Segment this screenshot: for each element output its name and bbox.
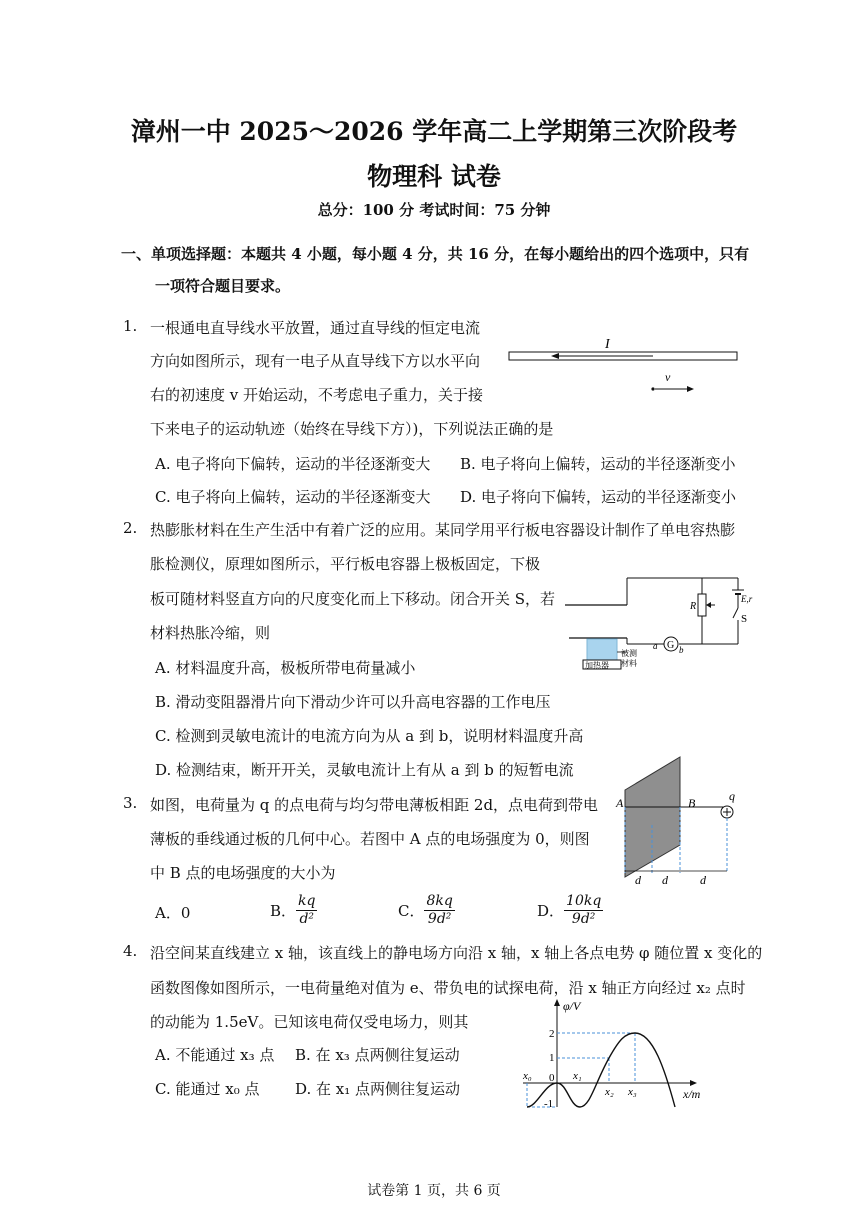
page-footer: 试卷第 1 页，共 6 页 bbox=[367, 1183, 501, 1199]
material-label-1: 被测 bbox=[621, 649, 637, 658]
point-a-label: A bbox=[616, 796, 624, 810]
fraction-denominator: 9d² bbox=[427, 911, 452, 927]
fraction-numerator: 8kq bbox=[426, 893, 453, 909]
potential-curve bbox=[527, 1033, 675, 1107]
option-d-label: D． bbox=[537, 902, 565, 920]
fraction-numerator: kq bbox=[298, 893, 316, 909]
q3-option-d[interactable] bbox=[537, 893, 603, 928]
exam-subject: 物理科 试卷 bbox=[367, 162, 501, 191]
q2-option-a[interactable]: A. 材料温度升高，极板所带电荷量减小 bbox=[155, 659, 416, 677]
tick-label: 2 bbox=[549, 1028, 555, 1040]
switch[interactable] bbox=[733, 608, 738, 618]
q1-number: 1. bbox=[123, 317, 138, 335]
exam-title: 漳州一中 2025～2026 学年高二上学期第三次阶段考 bbox=[130, 117, 738, 146]
q3-line: 中 B 点的电场强度的大小为 bbox=[150, 864, 336, 882]
q3-option-b[interactable] bbox=[270, 893, 317, 928]
q2-line: 材料热胀冷缩，则 bbox=[150, 624, 271, 642]
terminal-b: b bbox=[679, 645, 684, 655]
q2-option-b[interactable]: B. 滑动变阻器滑片向下滑动少许可以升高电容器的工作电压 bbox=[155, 693, 551, 711]
q2-line: 板可随材料竖直方向的尺度变化而上下移动。闭合开关 S，若 bbox=[150, 590, 556, 608]
switch-label: S bbox=[741, 613, 748, 625]
q4-option-c[interactable]: C. 能通过 x₀ 点 bbox=[155, 1080, 260, 1098]
x-point-label: x₀ bbox=[523, 1070, 532, 1082]
galvanometer-label: G bbox=[667, 640, 675, 651]
q4-number: 4. bbox=[123, 942, 138, 960]
q2-option-d[interactable]: D. 检测结束，断开开关，灵敏电流计上有从 a 到 b 的短暂电流 bbox=[155, 761, 574, 779]
q4-line: 沿空间某直线建立 x 轴，该直线上的静电场方向沿 x 轴，x 轴上各点电势 φ 随位置 x 变化的 bbox=[150, 944, 763, 962]
option-b-label: B． bbox=[270, 902, 297, 920]
electron-dot bbox=[651, 387, 654, 390]
q1-line: 一根通电直导线水平放置，通过直导线的恒定电流 bbox=[150, 319, 481, 337]
velocity-arrowhead bbox=[687, 386, 694, 392]
x-point-label: x₂ bbox=[605, 1086, 614, 1098]
velocity-label: v bbox=[665, 370, 671, 384]
q4-option-d[interactable]: D. 在 x₁ 点两侧往复运动 bbox=[295, 1080, 461, 1098]
q3-plate-figure bbox=[610, 755, 750, 890]
q2-number: 2. bbox=[123, 519, 138, 537]
q4-potential-graph bbox=[515, 995, 715, 1115]
point-b-label: B bbox=[688, 796, 696, 810]
q2-line: 热膨胀材料在生产生活中有着广泛的应用。某同学用平行板电容器设计制作了单电容热膨 bbox=[150, 521, 736, 539]
charge-label: q bbox=[729, 789, 735, 803]
q1-line: 方向如图所示，现有一电子从直导线下方以水平向 bbox=[150, 352, 481, 370]
q1-option-c[interactable]: C. 电子将向上偏转，运动的半径逐渐变大 bbox=[155, 488, 431, 506]
tick-label: -1 bbox=[544, 1098, 554, 1110]
option-b-fraction bbox=[296, 893, 317, 928]
q2-option-c[interactable]: C. 检测到灵敏电流计的电流方向为从 a 到 b，说明材料温度升高 bbox=[155, 727, 584, 745]
q2-line: 胀检测仪，原理如图所示，平行板电容器上极板固定，下极 bbox=[150, 555, 541, 573]
fraction-numerator: 10kq bbox=[566, 893, 602, 909]
section-heading-line1: 一、单项选择题：本题共 4 小题，每小题 4 分，共 16 分，在每小题给出的四个选项中，只有 bbox=[121, 245, 750, 263]
q3-line: 薄板的垂线通过板的几何中心。若图中 A 点的电场强度为 0，则图 bbox=[150, 830, 590, 848]
distance-label: d bbox=[635, 873, 641, 887]
charged-plate bbox=[625, 757, 680, 877]
q3-number: 3. bbox=[123, 794, 138, 812]
distance-label: d bbox=[700, 873, 706, 887]
material-label-2: 材料 bbox=[621, 659, 637, 668]
y-axis-label: φ/V bbox=[563, 999, 581, 1013]
current-label: I bbox=[605, 337, 610, 352]
q1-option-b[interactable]: B. 电子将向上偏转，运动的半径逐渐变小 bbox=[460, 455, 736, 473]
tick-label: 0 bbox=[549, 1072, 555, 1084]
tick-label: 1 bbox=[549, 1052, 555, 1064]
q4-line: 的动能为 1.5eV。已知该电荷仅受电场力，则其 bbox=[150, 1013, 469, 1031]
battery-label: E,r bbox=[741, 594, 753, 604]
exam-info: 总分：100 分 考试时间：75 分钟 bbox=[317, 201, 551, 219]
rheostat-label: R bbox=[690, 601, 697, 612]
current-arrowhead bbox=[551, 353, 559, 359]
q3-option-a[interactable]: A．0 bbox=[155, 904, 191, 922]
q1-line: 下来电子的运动轨迹（始终在导线下方）)，下列说法正确的是 bbox=[150, 420, 554, 438]
fraction-denominator: 9d² bbox=[571, 911, 596, 927]
q4-option-a[interactable]: A. 不能通过 x₃ 点 bbox=[155, 1046, 275, 1064]
q1-line: 右的初速度 v 开始运动，不考虑电子重力，关于接 bbox=[150, 386, 484, 404]
q1-wire-figure bbox=[505, 333, 745, 403]
x-point-label: x₃ bbox=[628, 1086, 637, 1098]
x-axis-label: x/m bbox=[683, 1087, 701, 1101]
x-point-label: x₁ bbox=[573, 1070, 582, 1082]
q2-circuit-figure bbox=[565, 570, 765, 675]
q3-option-c[interactable] bbox=[398, 893, 455, 928]
q1-option-d[interactable]: D. 电子将向下偏转，运动的半径逐渐变小 bbox=[460, 488, 737, 506]
heater-label: 加热器 bbox=[585, 661, 609, 670]
option-c-fraction bbox=[424, 893, 454, 928]
test-material bbox=[587, 639, 617, 660]
section-heading-line2: 一项符合题目要求。 bbox=[155, 277, 291, 295]
terminal-a: a bbox=[653, 641, 658, 651]
q4-line: 函数图像如图所示，一电荷量绝对值为 e、带负电的试探电荷，沿 x 轴正方向经过 x₂ 点时 bbox=[150, 979, 746, 997]
q1-option-a[interactable]: A. 电子将向下偏转，运动的半径逐渐变大 bbox=[155, 455, 431, 473]
option-c-label: C． bbox=[398, 902, 425, 920]
option-d-fraction bbox=[564, 893, 603, 928]
q3-line: 如图，电荷量为 q 的点电荷与均匀带电薄板相距 2d，点电荷到带电 bbox=[150, 796, 599, 814]
q4-option-b[interactable]: B. 在 x₃ 点两侧往复运动 bbox=[295, 1046, 460, 1064]
rheostat bbox=[698, 594, 706, 616]
distance-label: d bbox=[662, 873, 668, 887]
fraction-denominator: d² bbox=[299, 911, 315, 927]
